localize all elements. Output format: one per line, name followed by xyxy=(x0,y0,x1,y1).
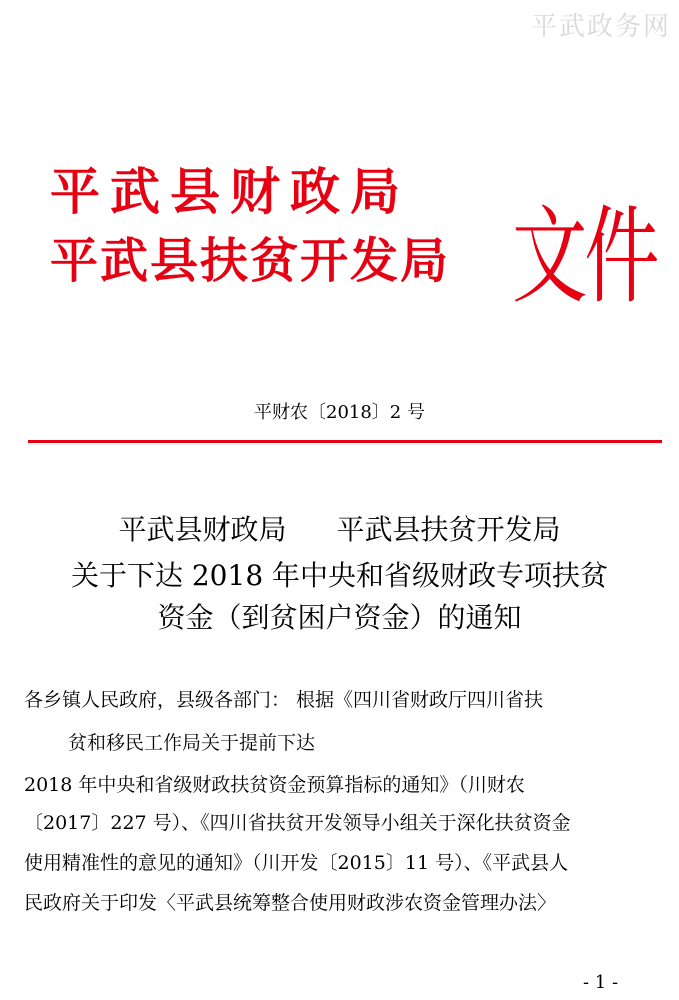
issuer-line-finance-bureau: 平武县财政局 xyxy=(50,163,410,221)
body-line-2: 贫和移民工作局关于提前下达 xyxy=(68,732,316,754)
title-line-3: 资金（到贫困户资金）的通知 xyxy=(157,601,522,634)
document-header xyxy=(50,152,657,319)
issuer-line-poverty-office: 平武县扶贫开发局 xyxy=(50,233,451,289)
document-number: 平财农〔2018〕2 号 xyxy=(254,402,425,423)
title-line-2: 关于下达 2018 年中央和省级财政专项扶贫 xyxy=(70,559,609,592)
watermark: 平武政务网 xyxy=(530,12,671,42)
body-line-6: 民政府关于印发〈平武县统筹整合使用财政涉农资金管理办法〉 xyxy=(24,892,557,914)
body-line-4: 〔2017〕227 号）、《四川省扶贫开发领导小组关于深化扶贫资金 xyxy=(24,812,571,834)
body-line-5: 使用精准性的意见的通知》（川开发〔2015〕11 号）、《平武县人 xyxy=(24,852,569,874)
title-issuers xyxy=(0,508,679,548)
document-type-label: 文件 xyxy=(512,195,657,319)
body-line-1: 各乡镇人民政府，县级各部门： 根据《四川省财政厅四川省扶 xyxy=(24,689,544,711)
title-issuer-finance-bureau: 平武县财政局 xyxy=(118,513,287,546)
red-divider-line xyxy=(28,440,662,443)
page-number: - 1 - xyxy=(583,972,619,993)
body-line-3: 2018 年中央和省级财政扶贫资金预算指标的通知》（川财农 xyxy=(24,774,525,796)
title-issuer-poverty-office: 平武县扶贫开发局 xyxy=(336,513,561,546)
